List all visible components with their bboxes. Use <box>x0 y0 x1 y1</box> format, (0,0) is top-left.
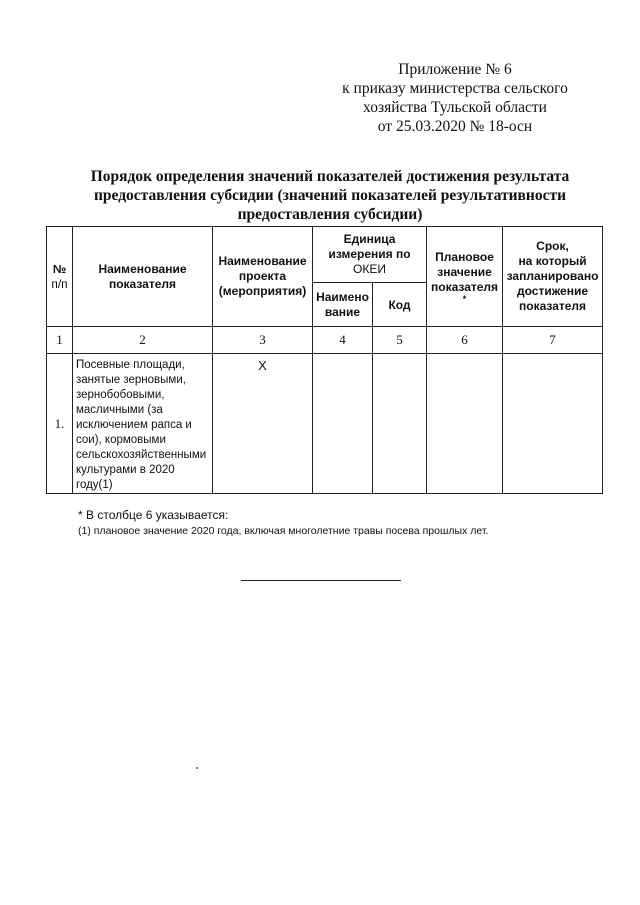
document-title <box>80 167 580 224</box>
header-planned-line1: Плановое <box>435 249 494 264</box>
header-deadline-line1: Срок, <box>536 239 569 253</box>
header-project <box>213 227 313 327</box>
header-num-line2: п/п <box>51 276 68 291</box>
indicator-line: сои), кормовыми <box>76 434 166 446</box>
column-number: 7 <box>503 327 603 354</box>
signature-divider <box>241 580 401 581</box>
header-unit-line3: ОКЕИ <box>353 262 386 276</box>
header-project-line1: Наименование <box>218 254 307 268</box>
column-number: 5 <box>373 327 427 354</box>
indicator-line: исключением рапса и <box>76 419 192 431</box>
header-planned-mark: * <box>462 293 467 304</box>
row-deadline <box>503 354 603 494</box>
header-planned-line3: показателя <box>430 279 499 294</box>
row-num: 1. <box>47 354 73 494</box>
title-line-2: предоставления субсидии (значений показателей результативности <box>93 187 567 204</box>
column-number: 1 <box>47 327 73 354</box>
column-number: 6 <box>427 327 503 354</box>
column-number: 4 <box>313 327 373 354</box>
header-indicator <box>73 227 213 327</box>
header-unit-line1: Единица <box>343 232 396 246</box>
row-project: Х <box>213 354 313 494</box>
table-row <box>47 354 603 494</box>
scan-speck <box>196 767 198 769</box>
column-numbers-row <box>47 327 603 354</box>
footnote-1: (1) плановое значение 2020 года, включая многолетние травы посева прошлых лет. <box>78 525 489 537</box>
header-num <box>47 227 73 327</box>
appendix-order-ref: к приказу министерства сельского <box>342 80 568 97</box>
header-deadline-line4: достижение <box>516 284 589 298</box>
indicator-line: сельскохозяйственными <box>76 449 207 461</box>
indicator-line: масличными (за <box>76 404 163 416</box>
column-number: 2 <box>73 327 213 354</box>
row-unit-name <box>313 354 373 494</box>
header-unit <box>313 227 427 283</box>
header-deadline-line2: на который <box>518 254 587 268</box>
header-unit-line2: измерения по <box>328 247 411 261</box>
footnote-asterisk: * В столбце 6 указывается: <box>78 508 229 522</box>
row-planned <box>427 354 503 494</box>
header-deadline-line3: запланировано <box>506 269 599 283</box>
appendix-number: Приложение № 6 <box>398 61 512 78</box>
header-planned <box>427 227 503 327</box>
indicator-line: году(1) <box>76 479 113 491</box>
indicators-table <box>46 226 603 494</box>
title-line-1: Порядок определения значений показателей достижения результата <box>90 168 570 185</box>
indicator-line: занятые зерновыми, <box>76 374 186 386</box>
indicator-line: зернобобовыми, <box>76 389 165 401</box>
header-unit-code: Код <box>373 283 427 327</box>
header-deadline <box>503 227 603 327</box>
header-planned-line2: значение <box>437 264 492 279</box>
header-deadline-line5: показателя <box>518 299 587 313</box>
column-number: 3 <box>213 327 313 354</box>
header-project-line3: (мероприятия) <box>218 284 307 298</box>
row-indicator <box>73 354 213 494</box>
header-num-line1: № <box>52 261 67 276</box>
indicator-line: Посевные площади, <box>76 359 185 371</box>
footnotes <box>78 507 598 539</box>
row-unit-code <box>373 354 427 494</box>
appendix-ministry: хозяйства Тульской области <box>363 99 547 116</box>
indicator-line: культурами в 2020 <box>76 464 175 476</box>
appendix-header <box>330 60 580 136</box>
header-indicator-line1: Наименование <box>98 261 187 276</box>
appendix-date: от 25.03.2020 № 18-осн <box>377 118 533 135</box>
title-line-3: предоставления субсидии) <box>237 206 423 223</box>
header-project-line2: проекта <box>238 269 287 283</box>
header-indicator-line2: показателя <box>108 276 177 291</box>
header-unit-name-line2: вание <box>324 304 361 319</box>
header-unit-name-line1: Наимено <box>316 289 369 304</box>
header-unit-name <box>313 283 373 327</box>
